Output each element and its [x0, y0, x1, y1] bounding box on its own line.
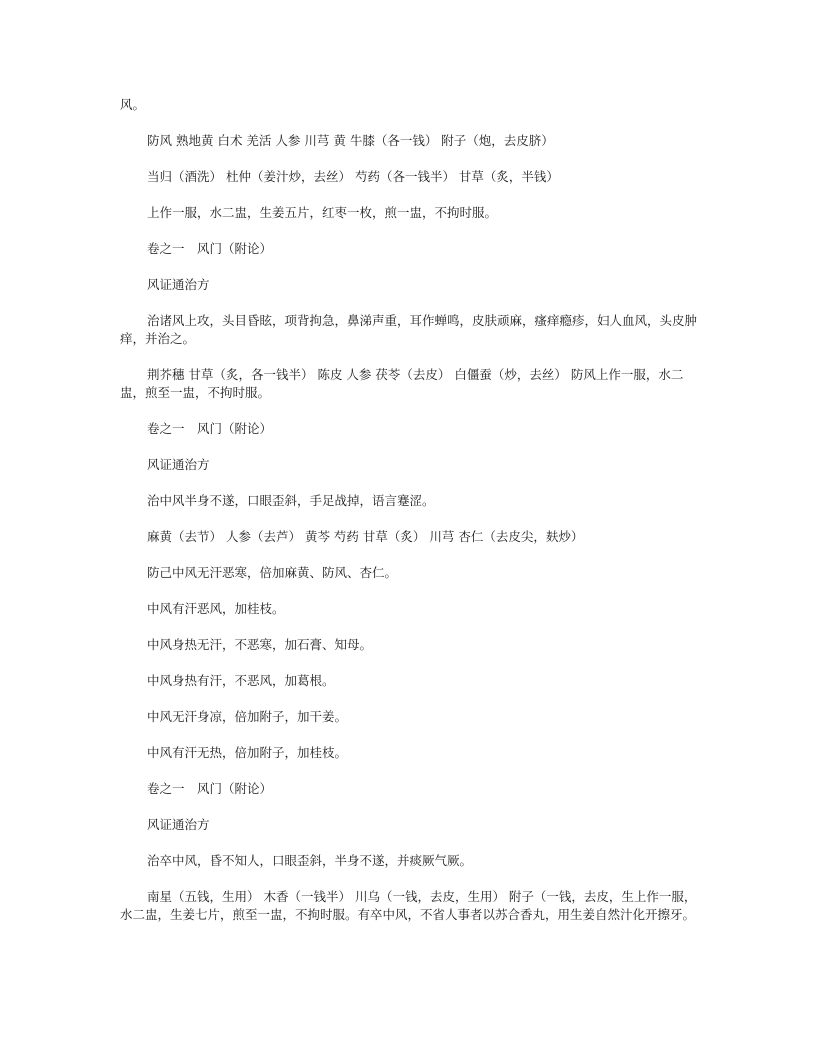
- paragraph-12: 防己中风无汗恶寒，倍加麻黄、防风、杏仁。: [147, 565, 398, 580]
- paragraph-20: 治卒中风，昏不知人，口眼歪斜，半身不遂，并痰厥气厥。: [147, 853, 473, 868]
- section-heading: 卷之一 风门（附论）: [147, 421, 273, 436]
- paragraph-7: 荆芥穗 甘草（炙，各一钱半） 陈皮 人参 茯苓（去皮） 白僵蚕（炒，去丝） 防风上作一服，水二盅，煎至一盅，不拘时服。: [120, 367, 684, 400]
- paragraph-11: 麻黄（去节） 人参（去芦） 黄芩 芍药 甘草（炙） 川芎 杏仁（去皮尖，麸炒）: [147, 529, 584, 544]
- paragraph-1: 防风 熟地黄 白术 羌活 人参 川芎 黄 牛膝（各一钱） 附子（炮，去皮脐）: [147, 133, 554, 148]
- paragraph-0: 风。: [120, 97, 146, 112]
- paragraph-6: 治诸风上攻，头目昏眩，项背拘急，鼻涕声重，耳作蝉鸣，皮肤顽麻，瘙痒瘾疹，妇人血风，头皮肿痒，并治之。: [120, 313, 698, 346]
- paragraph-21: 南星（五钱，生用） 木香（一钱半） 川乌（一钱，去皮，生用） 附子（一钱，去皮，生上作一服，水二盅，生姜七片，煎至一盅，不拘时服。有卒中风，不省人事者以苏合香丸，用生姜自然汁化开擦牙。: [120, 889, 697, 922]
- section-heading: 卷之一 风门（附论）: [147, 781, 273, 796]
- paragraph-16: 中风无汗身凉，倍加附子，加干姜。: [147, 709, 348, 724]
- subsection-heading: 风证通治方: [147, 457, 210, 472]
- paragraph-3: 上作一服，水二盅，生姜五片，红枣一枚，煎一盅，不拘时服。: [147, 205, 498, 220]
- paragraph-10: 治中风半身不遂，口眼歪斜，手足战掉，语言蹇涩。: [147, 493, 435, 508]
- paragraph-14: 中风身热无汗，不恶寒，加石膏、知母。: [147, 637, 373, 652]
- paragraph-15: 中风身热有汗，不恶风，加葛根。: [147, 673, 335, 688]
- subsection-heading: 风证通治方: [147, 817, 210, 832]
- section-heading: 卷之一 风门（附论）: [147, 241, 273, 256]
- paragraph-17: 中风有汗无热，倍加附子，加桂枝。: [147, 745, 348, 760]
- paragraph-13: 中风有汗恶风，加桂枝。: [147, 601, 285, 616]
- paragraph-2: 当归（酒洗） 杜仲（姜汁炒，去丝） 芍药（各一钱半） 甘草（炙，半钱）: [147, 169, 559, 184]
- subsection-heading: 风证通治方: [147, 277, 210, 292]
